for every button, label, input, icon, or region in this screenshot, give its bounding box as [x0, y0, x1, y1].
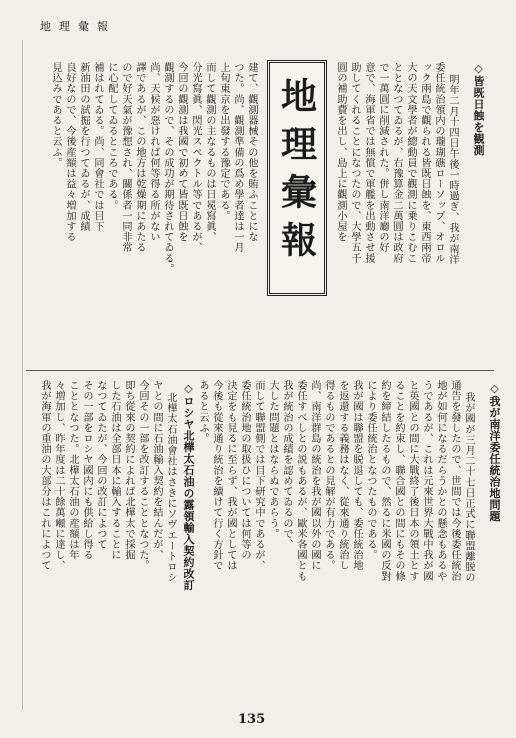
text-line: 上旬東京を出發する豫定である。 [218, 62, 229, 221]
running-head: 地理彙報 [40, 20, 116, 33]
text-line: 々増加し、昨年度は二十餘萬噸に達し、 [53, 380, 64, 571]
text-line: 委任統治領内の瓏瑚礁ローソップ、オロル [433, 62, 444, 264]
text-line: した石油は全部日本に輸入することに [109, 380, 120, 561]
text-line: 觀測するので、その成功が期待されてゐる。 [162, 62, 173, 274]
text-line: 圓の補助費を出し、島上に觀測小屋を [335, 62, 346, 243]
text-line: 良好なので、今後産額は益々増加する [64, 62, 75, 243]
page-title: 地理彙報 [275, 77, 318, 269]
text-line: 大の天文學者が總動員で觀測に乗りこむこ [405, 62, 416, 264]
text-line: 通告を發したので、世間では今後委任統治 [449, 380, 460, 582]
text-line: 明年二月十四日午後一時過ぎ、我が南洋 [447, 74, 458, 265]
text-line: 助してくれることになつたので、大學五千 [349, 62, 360, 264]
text-line: 分光寫眞、閃光スペクトル等であるが、 [190, 62, 201, 253]
text-line: 而して觀測の主なるものは日冕寫眞、 [204, 62, 215, 243]
text-line: 我が國が三月二十七日正式に聯盟離脱の [463, 392, 474, 583]
text-line: ヤとの間に石油輸入契約を結んだが、 [151, 380, 162, 561]
text-line: 大した問題とはならぬであらう。 [267, 380, 278, 539]
text-line: に心配してゐるところである。 [106, 62, 117, 211]
text-line: 今回の觀測は我國で初めて皆既日蝕を [176, 62, 187, 243]
page-number: 135 [238, 712, 266, 727]
text-line: 地が如何になるだらうかとの懸念もあるや [435, 380, 446, 582]
text-line: ック兩島で觀られる皆既日蝕を、東西兩帝 [419, 62, 430, 264]
text-line: うであるが、これは元來世界大戰中我が國 [421, 380, 432, 582]
section-divider [26, 370, 494, 371]
text-line: 我が統治の成績を認めてゐるので、 [281, 380, 292, 550]
text-line: と英國との間に大戰終了後日本の領土とす [407, 380, 418, 582]
text-line: 得るものであるとの見解が有力である。 [323, 380, 334, 571]
section-heading-oil: ◇ロシヤ北樺太石油の露領輸入契約改訂 [182, 382, 195, 591]
text-line: 約を締結したるもので、然るに米國の反對 [379, 380, 390, 582]
text-line: 譯であるが、この地方は乾燥期にあたる [134, 62, 145, 253]
title-box [267, 60, 327, 296]
text-line: あると云ふ。 [197, 380, 208, 444]
text-line: で一萬圓に削減された。併し南洋廳の好 [377, 62, 388, 253]
text-line: 委任すべしとの説もあるが、歐米各國とも [295, 380, 306, 582]
text-line: ととなつてゐるが、右豫算金二萬圓は政府 [391, 62, 402, 264]
text-line: つた。尚、觀測準備の爲め學者達は一月 [232, 62, 243, 253]
text-line: により委任統治となつたものである。 [365, 380, 376, 561]
text-line: 建て、觀測器械その他を賄ふことにな [246, 62, 257, 243]
text-line: 見込みであると云ふ。 [50, 62, 61, 168]
text-line: ので好天氣が豫想され、關係者一同非常 [120, 62, 131, 253]
text-line: 委任統治地の取扱ひについては何等の [239, 380, 250, 561]
text-line: 我が海軍の重油の大部分はこれによつて [39, 380, 50, 571]
text-line: 即ち從來の契約によれば北樺太で採掘 [123, 380, 134, 561]
text-line: 今回その一部を改訂することとなつた。 [137, 380, 148, 571]
text-line: なつてゐたが、今回の改訂によつて [95, 380, 106, 550]
text-line: その一部をロシヤ國内にも供給し得る [81, 380, 92, 561]
left-margin-rule [22, 40, 23, 710]
text-line: 尚、南洋群島の統治を我が國以外の國に [309, 380, 320, 571]
text-line: 尚、天候が惡ければ何等得る所がない [148, 62, 159, 243]
section-heading-mandate: ◇我が南洋委任統治地問題 [488, 382, 501, 522]
text-line: 意で、海軍省では無償で軍艦を出動させ援 [363, 62, 374, 264]
text-line: 而して聯盟側では目下研究中であるが、 [253, 380, 264, 571]
text-line: を返還する義務はなく、從來通り統治し [337, 380, 348, 571]
text-line: 新油田の試掘を行つてゐるが、成績 [78, 62, 89, 232]
text-line: 北樺太石油會社はさきにソヴエートロシ [165, 392, 176, 583]
text-line: 補はれてゐる。尚、同會社では目下 [92, 62, 103, 232]
text-line: 我が國は聯盟を脱退しても、委任統治地 [351, 380, 362, 571]
text-line: ることを約束し、聯合國との間にもその條 [393, 380, 404, 582]
text-line: 決定をも見るに至らず、我が國としては [225, 380, 236, 571]
text-line: 今後も從來通り統治を續けて行く方針で [211, 380, 222, 571]
section-heading-eclipse: ◇皆既日蝕を観測 [472, 62, 485, 156]
text-line: こととなつた。北樺太石油の産額は年 [67, 380, 78, 561]
